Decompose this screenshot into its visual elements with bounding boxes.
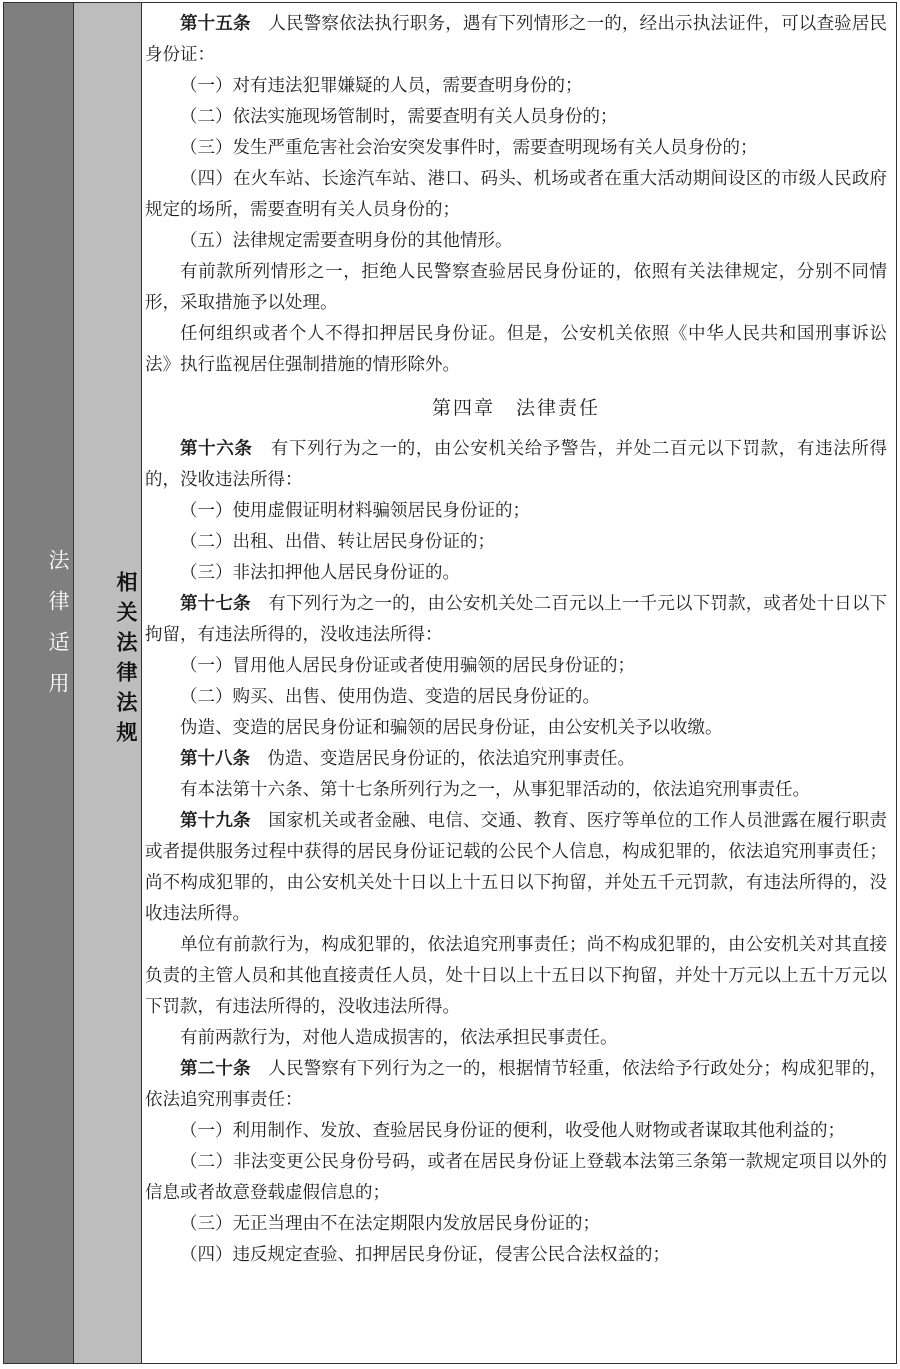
paragraph-text: 有本法第十六条、第十七条所列行为之一，从事犯罪活动的，依法追究刑事责任。: [180, 780, 810, 800]
paragraph-text: （一）利用制作、发放、查验居民身份证的便利，收受他人财物或者谋取其他利益的；: [180, 1121, 845, 1141]
paragraph: [145, 1116, 887, 1147]
paragraph-text: 人民警察有下列行为之一的，根据情节轻重，依法给予行政处分；构成犯罪的，依法追究刑事责任：: [145, 1059, 887, 1110]
paragraph: [145, 164, 887, 226]
paragraph: [145, 682, 887, 713]
paragraph-text: （一）使用虚假证明材料骗领居民身份证的；: [180, 501, 530, 521]
paragraph-text: 任何组织或者个人不得扣押居民身份证。但是，公安机关依照《中华人民共和国刑事诉讼法》执行监视居住强制措施的情形除外。: [145, 324, 887, 375]
paragraph-text: 伪造、变造居民身份证的，依法追究刑事责任。: [250, 749, 635, 769]
paragraph: [145, 930, 887, 1023]
paragraph: [145, 775, 887, 806]
category-column: [4, 3, 74, 1363]
paragraph-text: 国家机关或者金融、电信、交通、教育、医疗等单位的工作人员泄露在履行职责或者提供服务过程中获得的居民身份证记载的公民个人信息，构成犯罪的，依法追究刑事责任；尚不构成犯罪的，由公安机关处十日以上十五日以下拘留，并处五千元罚款，有违法所得的，没收违法所得。: [145, 811, 887, 924]
article-paragraph: [145, 9, 887, 71]
article-paragraph: [145, 1054, 887, 1116]
paragraph-text: （二）出租、出借、转让居民身份证的；: [180, 532, 495, 552]
subcategory-column: [74, 3, 142, 1363]
article-number: 第十九条: [180, 811, 251, 831]
paragraph: [145, 226, 887, 257]
article-number: 第十六条: [180, 439, 253, 459]
paragraph: [145, 651, 887, 682]
paragraph: [145, 527, 887, 558]
article-number: 第十七条: [180, 594, 251, 614]
category-label: 法律适用: [46, 549, 70, 713]
paragraph-text: （四）违反规定查验、扣押居民身份证，侵害公民合法权益的；: [180, 1245, 670, 1265]
article-number: 第二十条: [180, 1059, 251, 1079]
paragraph: [145, 319, 887, 381]
paragraph-text: 有前款所列情形之一，拒绝人民警察查验居民身份证的，依照有关法律规定，分别不同情形，采取措施予以处理。: [145, 262, 887, 313]
paragraph-text: （三）无正当理由不在法定期限内发放居民身份证的；: [180, 1214, 600, 1234]
paragraph-text: （二）购买、出售、使用伪造、变造的居民身份证的。: [180, 687, 600, 707]
article-number: 第十五条: [180, 14, 251, 34]
paragraph-text: （一）冒用他人居民身份证或者使用骗领的居民身份证的；: [180, 656, 635, 676]
paragraph-text: （二）依法实施现场管制时，需要查明有关人员身份的；: [180, 107, 618, 127]
paragraph: [145, 1023, 887, 1054]
paragraph-text: 有下列行为之一的，由公安机关处二百元以上一千元以下罚款，或者处十日以下拘留，有违法所得的，没收违法所得：: [145, 594, 887, 645]
paragraph: [145, 257, 887, 319]
paragraph-text: （一）对有违法犯罪嫌疑的人员，需要查明身份的；: [180, 76, 583, 96]
paragraph: [145, 71, 887, 102]
paragraph-text: 有下列行为之一的，由公安机关给予警告，并处二百元以下罚款，有违法所得的，没收违法所得：: [145, 439, 888, 490]
paragraph: [145, 133, 887, 164]
paragraph: [145, 1147, 887, 1209]
subcategory-label: 相关法律法规: [114, 571, 138, 751]
paragraph-text: （五）法律规定需要查明身份的其他情形。: [180, 231, 513, 251]
paragraph-text: （四）在火车站、长途汽车站、港口、码头、机场或者在重大活动期间设区的市级人民政府规定的场所，需要查明有关人员身份的；: [145, 169, 887, 220]
paragraph: [145, 558, 887, 589]
chapter-heading: 第四章 法律责任: [431, 397, 600, 419]
paragraph-text: （三）非法扣押他人居民身份证的。: [180, 563, 460, 583]
paragraph: [145, 1209, 887, 1240]
paragraph: [145, 496, 887, 527]
paragraph: [145, 713, 887, 744]
paragraph-text: （三）发生严重危害社会治安突发事件时，需要查明现场有关人员身份的；: [180, 138, 758, 158]
article-paragraph: [145, 744, 887, 775]
article-number: 第十八条: [180, 749, 250, 769]
paragraph: [145, 102, 887, 133]
article-paragraph: [145, 589, 887, 651]
paragraph-text: 伪造、变造的居民身份证和骗领的居民身份证，由公安机关予以收缴。: [180, 718, 723, 738]
document-body: [145, 9, 887, 1271]
paragraph-text: 人民警察依法执行职务，遇有下列情形之一的，经出示执法证件，可以查验居民身份证：: [145, 14, 887, 65]
paragraph: [145, 1240, 887, 1271]
paragraph-text: 有前两款行为，对他人造成损害的，依法承担民事责任。: [180, 1028, 618, 1048]
paragraph-text: 单位有前款行为，构成犯罪的，依法追究刑事责任；尚不构成犯罪的，由公安机关对其直接负责的主管人员和其他直接责任人员，处十日以上十五日以下拘留，并处十万元以上五十万元以下罚款，有违法所得的，没收违法所得。: [145, 935, 887, 1017]
article-paragraph: [145, 806, 887, 930]
paragraph-text: （二）非法变更公民身份号码，或者在居民身份证上登载本法第三条第一款规定项目以外的信息或者故意登载虚假信息的；: [145, 1152, 887, 1203]
article-paragraph: [145, 434, 887, 496]
